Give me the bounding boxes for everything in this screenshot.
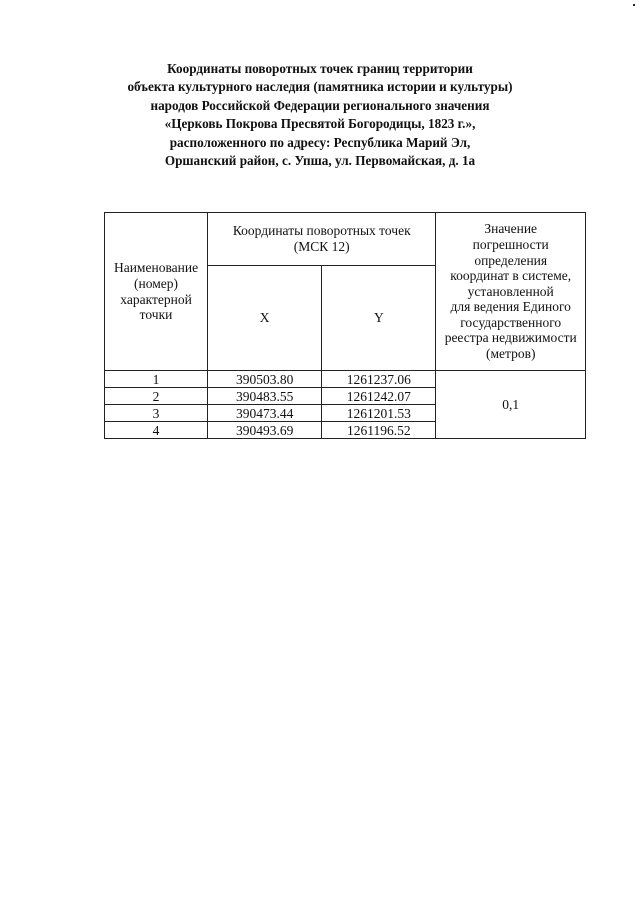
header-accuracy-line-7: государственного bbox=[460, 314, 562, 330]
header-accuracy-line-5: установленной bbox=[467, 283, 554, 299]
header-point-name-line-2: (номер) bbox=[134, 275, 179, 291]
cell-point: 2 bbox=[105, 388, 208, 405]
header-accuracy bbox=[436, 213, 586, 371]
header-y: Y bbox=[322, 266, 436, 371]
title-line-6: Оршанский район, с. Упша, ул. Первомайская, д. 1а bbox=[164, 153, 476, 169]
coordinates-table bbox=[104, 212, 586, 439]
cell-point: 4 bbox=[105, 422, 208, 439]
header-accuracy-line-4: координат в системе, bbox=[450, 268, 572, 284]
header-point-name-line-3: характерной bbox=[120, 291, 192, 307]
header-accuracy-line-3: определения bbox=[474, 252, 548, 268]
header-coordinates-line-1: Координаты поворотных точек bbox=[232, 223, 411, 239]
document-title bbox=[0, 60, 640, 170]
title-line-3: народов Российской Федерации регионального значения bbox=[150, 97, 490, 113]
title-line-4: «Церковь Покрова Пресвятой Богородицы, 1823 г.», bbox=[164, 116, 476, 132]
cell-accuracy: 0,1 bbox=[436, 371, 586, 439]
cell-x: 390473.44 bbox=[208, 405, 322, 422]
cell-y: 1261196.52 bbox=[322, 422, 436, 439]
header-accuracy-line-9: (метров) bbox=[485, 346, 536, 362]
scan-speck bbox=[633, 4, 635, 6]
header-accuracy-line-2: погрешности bbox=[472, 236, 549, 252]
header-point-name-line-1: Наименование bbox=[113, 260, 199, 276]
cell-y: 1261242.07 bbox=[322, 388, 436, 405]
cell-y: 1261237.06 bbox=[322, 371, 436, 388]
header-accuracy-line-8: реестра недвижимости bbox=[444, 330, 577, 346]
cell-point: 3 bbox=[105, 405, 208, 422]
cell-y: 1261201.53 bbox=[322, 405, 436, 422]
header-x: X bbox=[208, 266, 322, 371]
header-coordinates-line-2: (МСК 12) bbox=[293, 239, 350, 254]
cell-x: 390493.69 bbox=[208, 422, 322, 439]
header-accuracy-line-1: Значение bbox=[484, 221, 538, 237]
cell-x: 390503.80 bbox=[208, 371, 322, 388]
header-coordinates bbox=[208, 213, 436, 266]
header-accuracy-line-6: для ведения Единого bbox=[450, 299, 571, 315]
title-line-5: расположенного по адресу: Республика Марий Эл, bbox=[169, 134, 471, 150]
title-line-2: объекта культурного наследия (памятника истории и культуры) bbox=[127, 79, 513, 95]
cell-point: 1 bbox=[105, 371, 208, 388]
cell-x: 390483.55 bbox=[208, 388, 322, 405]
title-line-1: Координаты поворотных точек границ территории bbox=[167, 61, 473, 76]
table-row bbox=[105, 371, 586, 388]
header-point-name bbox=[105, 213, 208, 371]
header-point-name-line-4: точки bbox=[139, 307, 173, 323]
